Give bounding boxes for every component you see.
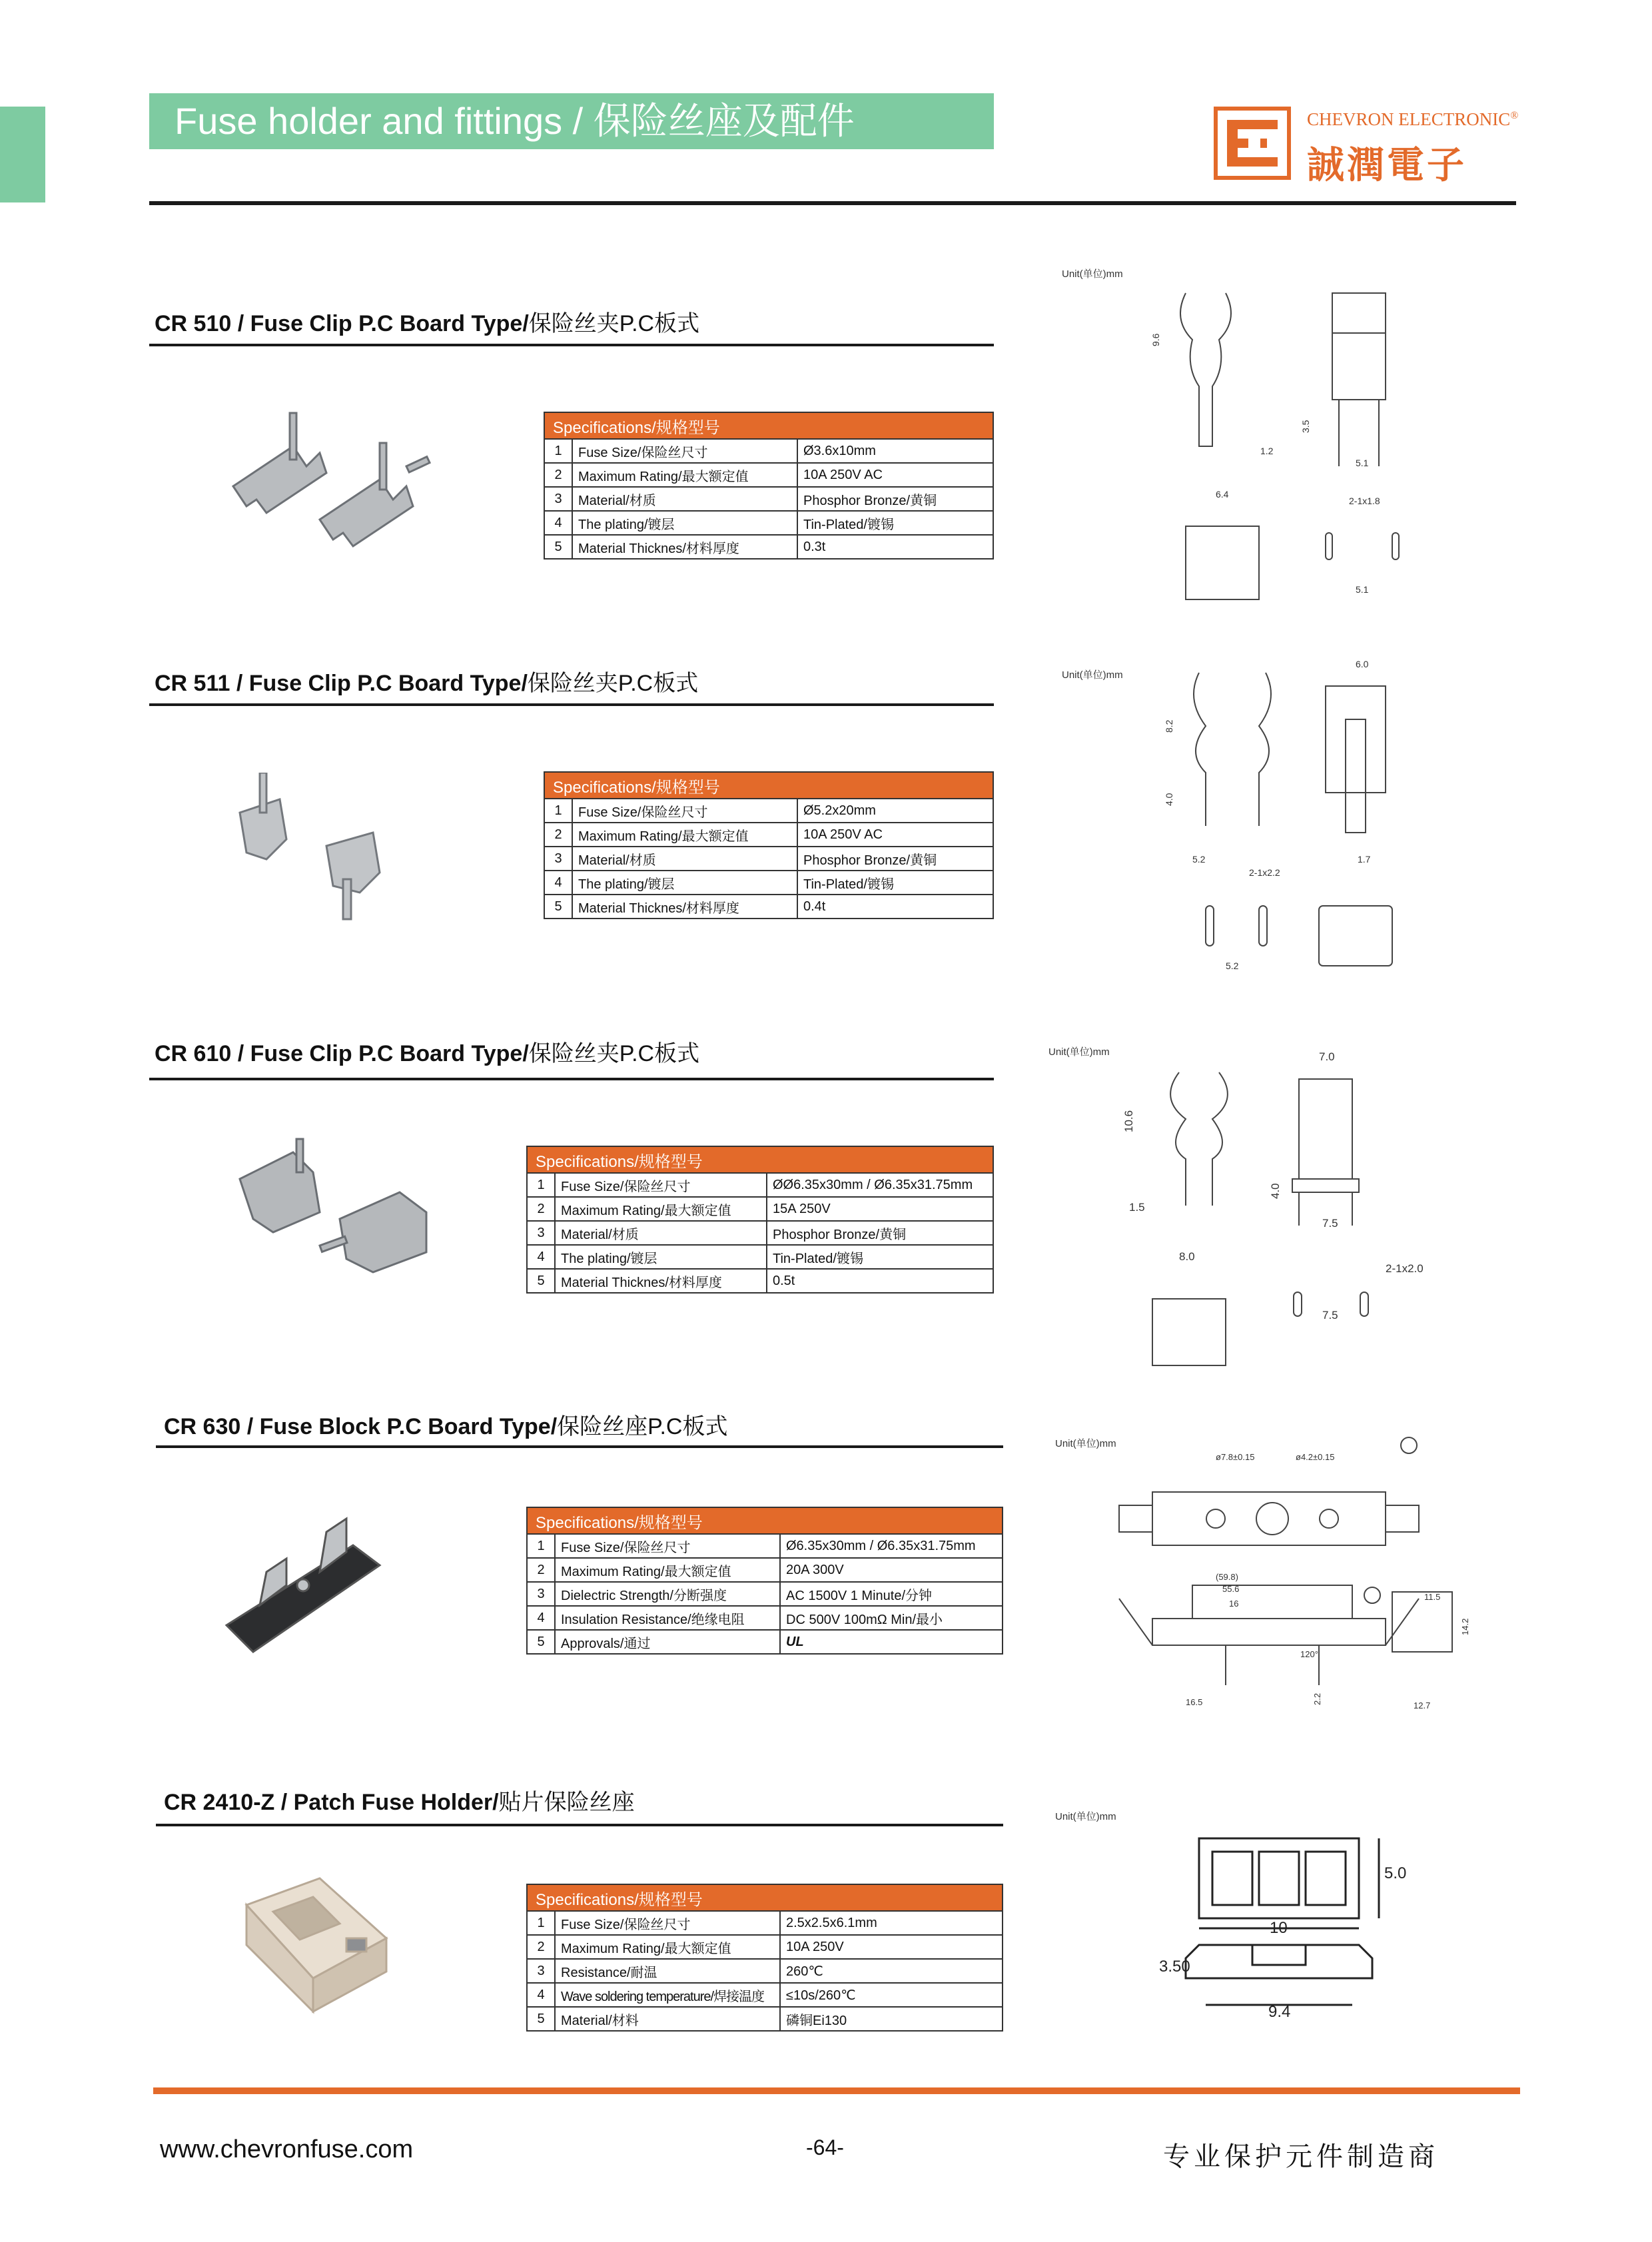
dim-label: 7.5 [1322,1217,1338,1230]
spec-table-header: Specifications/规格型号 [544,412,993,439]
spec-table-header: Specifications/规格型号 [544,772,993,799]
footer-divider [153,2087,1520,2094]
dim-label: 120° [1300,1649,1318,1659]
section-rule [149,1078,994,1080]
table-row: 5 Material Thicknes/材料厚度 0.5t [527,1269,993,1293]
technical-drawing-cr610 [1119,1046,1465,1372]
dim-label: 14.2 [1460,1618,1470,1635]
table-row: 4 Wave soldering temperature/焊接温度 ≤10s/260℃ [527,1983,1003,2007]
section-rule [149,703,994,706]
dim-label: 12.7 [1414,1700,1431,1710]
dim-label: 5.2 [1192,854,1206,865]
dim-label: 10.6 [1122,1110,1135,1132]
dim-label: 2-1x2.2 [1249,867,1280,878]
table-row: 3 Resistance/耐温 260℃ [527,1959,1003,1983]
dim-label: 55.6 [1222,1584,1240,1594]
table-row: 1 Fuse Size/保险丝尺寸 ØØ6.35x30mm / Ø6.35x31.75mm [527,1173,993,1197]
technical-drawing-cr510 [1146,280,1432,606]
dim-label: (59.8) [1216,1572,1238,1582]
dim-label: 5.0 [1384,1864,1407,1882]
table-row: 3 Material/材质 Phosphor Bronze/黄铜 [544,487,993,511]
dim-label: 1.7 [1358,854,1371,865]
dim-label: ø7.8±0.15 [1216,1452,1255,1462]
dim-label: 6.0 [1356,659,1369,669]
table-row: 4 Insulation Resistance/绝缘电阻 DC 500V 100mΩ Min/最小 [527,1606,1003,1630]
dim-label: 5.1 [1356,458,1369,468]
dim-label: 7.0 [1319,1050,1335,1063]
product-photo-cr2410z [233,1865,393,2018]
product-photo-cr610 [233,1132,440,1286]
dim-label: 6.4 [1216,489,1229,500]
table-row: 5 Approvals/通过 UL [527,1630,1003,1654]
spec-table-cr630 [526,1507,1003,1655]
unit-label: Unit(单位)mm [1062,268,1123,280]
brand-name-zh: 誠潤電子 [1307,144,1467,187]
spec-table-cr2410z [526,1884,1003,2032]
table-row: 5 Material Thicknes/材料厚度 0.4t [544,895,993,919]
footer-website-link[interactable]: www.chevronfuse.com [160,2135,414,2163]
spec-table-cr511 [544,771,994,919]
table-row: 2 Maximum Rating/最大额定值 10A 250V AC [544,463,993,487]
dim-label: 8.2 [1164,719,1174,733]
table-row: 4 The plating/镀层 Tin-Plated/镀锡 [544,871,993,895]
table-row: 3 Material/材质 Phosphor Bronze/黄铜 [544,847,993,871]
ul-approval-icon: UL [780,1630,1003,1654]
header-divider [149,201,1516,205]
section-rule [156,1445,1003,1448]
section-title-cr2410z: CR 2410-Z / Patch Fuse Holder/贴片保险丝座 [164,1790,635,1815]
table-row: 3 Material/材质 Phosphor Bronze/黄铜 [527,1221,993,1245]
page-number: -64- [806,2135,844,2159]
table-row: 2 Maximum Rating/最大额定值 10A 250V AC [544,823,993,847]
spec-table-header: Specifications/规格型号 [527,1507,1003,1534]
spec-table-header: Specifications/规格型号 [527,1146,993,1173]
side-tab [0,107,45,202]
section-rule [149,344,994,346]
brand-logo-icon [1214,107,1291,180]
table-row: 4 The plating/镀层 Tin-Plated/镀锡 [527,1245,993,1269]
product-photo-cr511 [226,773,413,926]
section-title-cr511: CR 511 / Fuse Clip P.C Board Type/保险丝夹P.C板式 [155,671,699,696]
spec-table-header: Specifications/规格型号 [527,1884,1003,1911]
dim-label: 4.0 [1164,793,1174,806]
unit-label: Unit(单位)mm [1055,1811,1116,1822]
dim-label: 1.2 [1260,446,1274,456]
table-row: 2 Maximum Rating/最大额定值 15A 250V [527,1197,993,1221]
unit-label: Unit(单位)mm [1055,1438,1116,1449]
spec-table-cr610 [526,1146,994,1294]
page-title: Fuse holder and fittings / 保险丝座及配件 [149,93,994,149]
dim-label: 9.6 [1150,333,1161,346]
product-photo-cr630 [220,1505,393,1659]
footer-slogan: 专业保护元件制造商 [1163,2141,1439,2172]
table-row: 4 The plating/镀层 Tin-Plated/镀锡 [544,511,993,535]
section-title-cr510: CR 510 / Fuse Clip P.C Board Type/保险丝夹P.C板式 [155,311,700,336]
dim-label: 9.4 [1268,2003,1291,2021]
dim-label: 7.5 [1322,1309,1338,1321]
dim-label: 8.0 [1179,1250,1195,1263]
unit-label: Unit(单位)mm [1062,669,1123,681]
table-row: 5 Material/材料 磷铜Ei130 [527,2007,1003,2031]
dim-label: 2-1x1.8 [1349,496,1380,506]
dim-label: 1.5 [1129,1201,1145,1214]
dim-label: 5.1 [1356,584,1369,595]
product-photo-cr510 [220,406,433,560]
dim-label: 10 [1270,1919,1288,1937]
dim-label: 11.5 [1424,1592,1441,1602]
spec-table-cr510 [544,412,994,560]
technical-drawing-cr630 [1106,1432,1479,1732]
section-title-cr610: CR 610 / Fuse Clip P.C Board Type/保险丝夹P.C板式 [155,1041,700,1066]
table-row: 5 Material Thicknes/材料厚度 0.3t [544,535,993,559]
dim-label: 3.5 [1300,420,1311,433]
dim-label: 2.2 [1312,1692,1322,1705]
dim-label: 3.50 [1159,1958,1190,1976]
table-row: 3 Dielectric Strength/分断强度 AC 1500V 1 Minute/分钟 [527,1582,1003,1606]
brand-name-en: CHEVRON ELECTRONIC® [1307,109,1519,129]
table-row: 1 Fuse Size/保险丝尺寸 Ø5.2x20mm [544,799,993,823]
table-row: 1 Fuse Size/保险丝尺寸 2.5x2.5x6.1mm [527,1911,1003,1935]
table-row: 1 Fuse Size/保险丝尺寸 Ø6.35x30mm / Ø6.35x31.75mm [527,1534,1003,1558]
dim-label: 2-1x2.0 [1386,1262,1424,1275]
table-row: 2 Maximum Rating/最大额定值 10A 250V [527,1935,1003,1959]
table-row: 2 Maximum Rating/最大额定值 20A 300V [527,1558,1003,1582]
dim-label: ø4.2±0.15 [1296,1452,1335,1462]
dim-label: 5.2 [1226,960,1239,971]
table-row: 1 Fuse Size/保险丝尺寸 Ø3.6x10mm [544,439,993,463]
dim-label: 16.5 [1186,1697,1203,1707]
dim-label: 16 [1229,1599,1239,1609]
unit-label: Unit(单位)mm [1048,1046,1110,1058]
section-title-cr630: CR 630 / Fuse Block P.C Board Type/保险丝座P.C板式 [164,1414,728,1439]
technical-drawing-cr511 [1146,659,1432,979]
technical-drawing-cr2410z [1159,1818,1412,2032]
dim-label: 4.0 [1269,1183,1282,1199]
section-rule [156,1824,1003,1826]
